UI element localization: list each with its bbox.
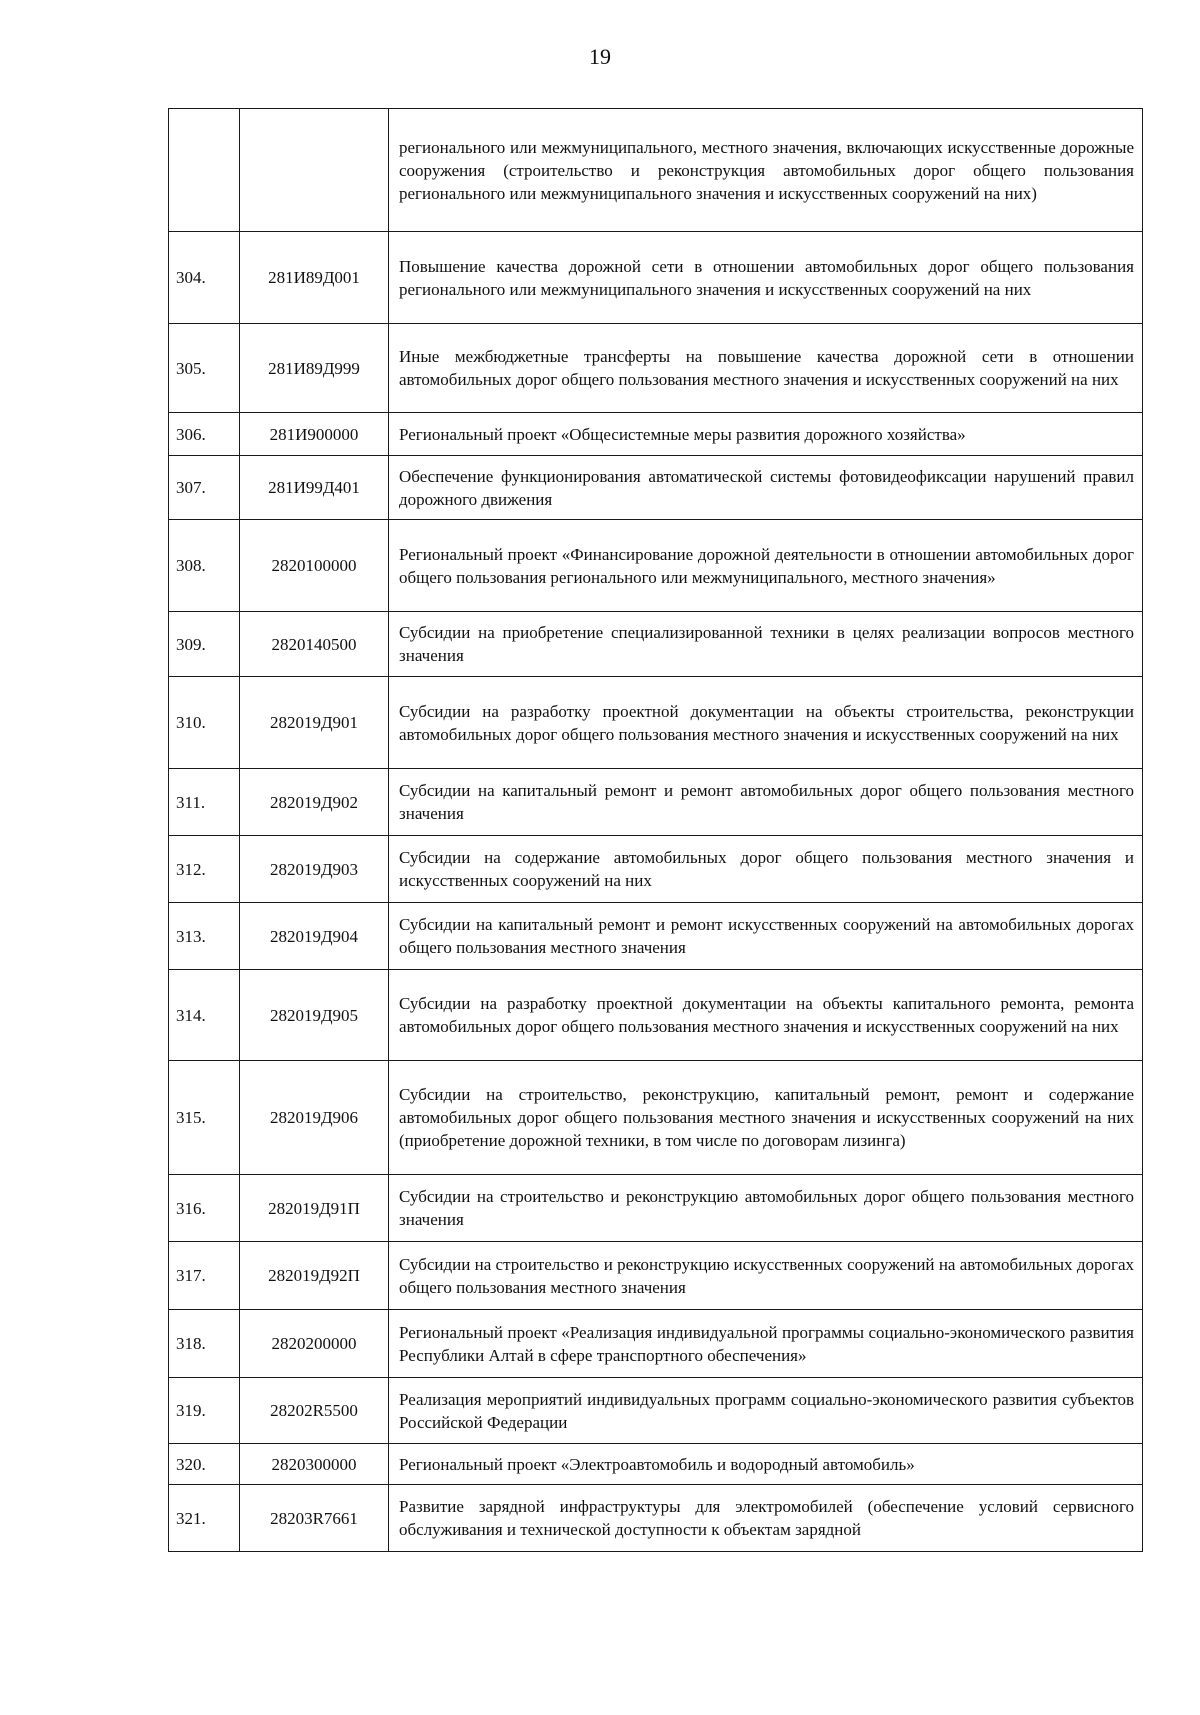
row-name-text: Субсидии на содержание автомобильных дорог общего пользования местного значения и искусственных сооружений на них bbox=[399, 848, 1134, 890]
row-name-text: Субсидии на строительство, реконструкцию, капитальный ремонт, ремонт и содержание автомобильных дорог общего пользования местного значения и искусственных сооружений на них (приобретение дорожной техники, в том числе по договорам лизинга) bbox=[399, 1085, 1134, 1150]
table-row bbox=[169, 1242, 1143, 1310]
table-row bbox=[169, 413, 1143, 456]
row-number: 306. bbox=[169, 413, 240, 456]
table-row bbox=[169, 836, 1143, 903]
row-code bbox=[240, 109, 389, 232]
row-name bbox=[389, 970, 1143, 1061]
row-code: 2820300000 bbox=[240, 1444, 389, 1485]
row-number: 312. bbox=[169, 836, 240, 903]
row-number: 316. bbox=[169, 1175, 240, 1242]
row-name bbox=[389, 413, 1143, 456]
row-code: 282019Д904 bbox=[240, 903, 389, 970]
row-code: 2820100000 bbox=[240, 520, 389, 612]
row-code: 28203R7661 bbox=[240, 1485, 389, 1552]
row-number: 307. bbox=[169, 456, 240, 520]
row-number: 318. bbox=[169, 1310, 240, 1378]
row-name-text: Субсидии на строительство и реконструкцию искусственных сооружений на автомобильных дорогах общего пользования местного значения bbox=[399, 1254, 1134, 1297]
row-name bbox=[389, 769, 1143, 836]
row-code: 282019Д905 bbox=[240, 970, 389, 1061]
row-code: 282019Д901 bbox=[240, 677, 389, 769]
row-name bbox=[389, 1310, 1143, 1378]
table-row bbox=[169, 232, 1143, 324]
row-number: 315. bbox=[169, 1061, 240, 1175]
row-code: 281И89Д999 bbox=[240, 324, 389, 413]
row-name bbox=[389, 1061, 1143, 1175]
table-row bbox=[169, 1310, 1143, 1378]
row-name bbox=[389, 612, 1143, 677]
table-row bbox=[169, 1485, 1143, 1552]
row-code: 282019Д91П bbox=[240, 1175, 389, 1242]
row-name bbox=[389, 1485, 1143, 1552]
table-row bbox=[169, 903, 1143, 970]
table-row bbox=[169, 612, 1143, 677]
row-number: 309. bbox=[169, 612, 240, 677]
row-name bbox=[389, 1444, 1143, 1485]
row-name-text: Субсидии на капитальный ремонт и ремонт искусственных сооружений на автомобильных дорогах общего пользования местного значения bbox=[399, 915, 1134, 957]
table-row bbox=[169, 324, 1143, 413]
row-number: 319. bbox=[169, 1378, 240, 1444]
table-row bbox=[169, 769, 1143, 836]
row-name-text: Иные межбюджетные трансферты на повышение качества дорожной сети в отношении автомобильных дорог общего пользования местного значения и искусственных сооружений на них bbox=[399, 347, 1134, 389]
row-name-text: Обеспечение функционирования автоматической системы фотовидеофиксации нарушений правил дорожного движения bbox=[399, 466, 1134, 509]
row-code: 2820200000 bbox=[240, 1310, 389, 1378]
row-name bbox=[389, 232, 1143, 324]
row-code: 281И99Д401 bbox=[240, 456, 389, 520]
row-name-text: Региональный проект «Общесистемные меры развития дорожного хозяйства» bbox=[399, 424, 966, 444]
row-name-text: Субсидии на разработку проектной документации на объекты капитального ремонта, ремонта автомобильных дорог общего пользования местного значения и искусственных сооружений на них bbox=[399, 994, 1134, 1036]
row-name bbox=[389, 1378, 1143, 1444]
row-name bbox=[389, 677, 1143, 769]
table-row bbox=[169, 677, 1143, 769]
row-number: 321. bbox=[169, 1485, 240, 1552]
row-name-text: регионального или межмуниципального, местного значения, включающих искусственные дорожные сооружения (строительство и реконструкция автомобильных дорог общего пользования регионального или межмуниципального значения и искусственных сооружений на них) bbox=[399, 137, 1134, 203]
row-name bbox=[389, 520, 1143, 612]
row-name-text: Региональный проект «Электроавтомобиль и водородный автомобиль» bbox=[399, 1454, 915, 1474]
row-name-text: Субсидии на капитальный ремонт и ремонт автомобильных дорог общего пользования местного значения bbox=[399, 781, 1134, 823]
row-name bbox=[389, 109, 1143, 232]
row-name bbox=[389, 324, 1143, 413]
row-code: 282019Д902 bbox=[240, 769, 389, 836]
row-name-text: Субсидии на приобретение специализированной техники в целях реализации вопросов местного значения bbox=[399, 623, 1134, 665]
row-number: 308. bbox=[169, 520, 240, 612]
row-number: 311. bbox=[169, 769, 240, 836]
classification-table bbox=[168, 108, 1143, 1552]
row-name-text: Региональный проект «Реализация индивидуальной программы социально-экономического развития Республики Алтай в сфере транспортного обеспечения» bbox=[399, 1322, 1134, 1365]
row-number: 314. bbox=[169, 970, 240, 1061]
row-code: 281И89Д001 bbox=[240, 232, 389, 324]
row-number: 320. bbox=[169, 1444, 240, 1485]
table-row bbox=[169, 1061, 1143, 1175]
row-code: 282019Д903 bbox=[240, 836, 389, 903]
table-row bbox=[169, 109, 1143, 232]
row-name-text: Реализация мероприятий индивидуальных программ социально-экономического развития субъектов Российской Федерации bbox=[399, 1389, 1134, 1432]
row-name-text: Субсидии на строительство и реконструкцию автомобильных дорог общего пользования местного значения bbox=[399, 1187, 1134, 1229]
row-name-text: Региональный проект «Финансирование дорожной деятельности в отношении автомобильных дорог общего пользования регионального или межмуниципального, местного значения» bbox=[399, 544, 1134, 587]
page-number: 19 bbox=[589, 44, 611, 69]
row-number: 317. bbox=[169, 1242, 240, 1310]
row-name-text: Развитие зарядной инфраструктуры для электромобилей (обеспечение условий сервисного обслуживания и технической доступности к объектам зарядной bbox=[399, 1497, 1134, 1539]
row-code: 281И900000 bbox=[240, 413, 389, 456]
row-number: 310. bbox=[169, 677, 240, 769]
row-name bbox=[389, 456, 1143, 520]
row-code: 2820140500 bbox=[240, 612, 389, 677]
table-row bbox=[169, 970, 1143, 1061]
table-row bbox=[169, 1444, 1143, 1485]
row-name bbox=[389, 903, 1143, 970]
row-number: 305. bbox=[169, 324, 240, 413]
table-row bbox=[169, 456, 1143, 520]
row-number: 313. bbox=[169, 903, 240, 970]
row-code: 282019Д92П bbox=[240, 1242, 389, 1310]
row-name bbox=[389, 1242, 1143, 1310]
row-name bbox=[389, 1175, 1143, 1242]
row-number: 304. bbox=[169, 232, 240, 324]
row-name-text: Субсидии на разработку проектной документации на объекты строительства, реконструкции автомобильных дорог общего пользования местного значения и искусственных сооружений на них bbox=[399, 701, 1134, 744]
table-row bbox=[169, 1378, 1143, 1444]
row-code: 28202R5500 bbox=[240, 1378, 389, 1444]
row-name bbox=[389, 836, 1143, 903]
table-row bbox=[169, 520, 1143, 612]
row-name-text: Повышение качества дорожной сети в отношении автомобильных дорог общего пользования регионального или межмуниципального значения и искусственных сооружений на них bbox=[399, 256, 1134, 299]
table-row bbox=[169, 1175, 1143, 1242]
row-code: 282019Д906 bbox=[240, 1061, 389, 1175]
row-number bbox=[169, 109, 240, 232]
